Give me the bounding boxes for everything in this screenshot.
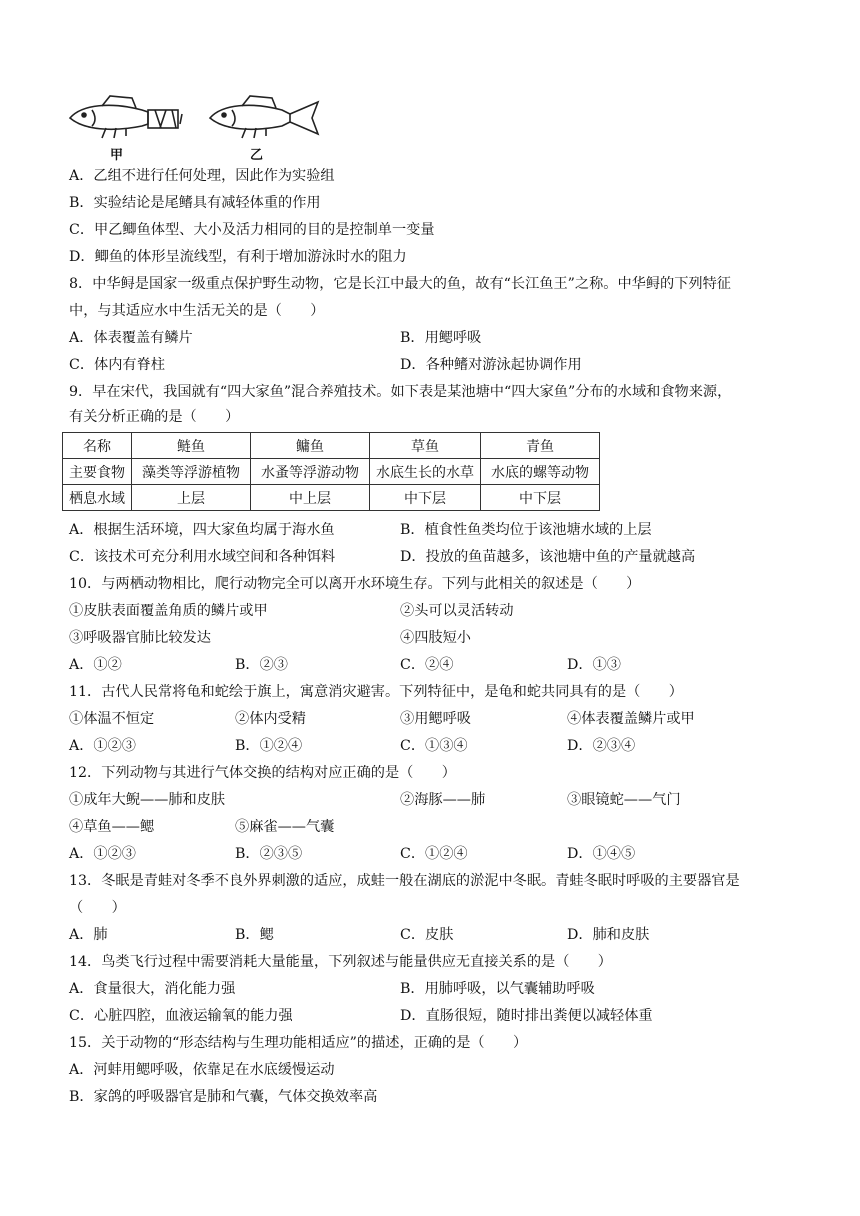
q7-option-d: D．鲫鱼的体形呈流线型，有利于增加游泳时水的阻力 <box>69 249 407 265</box>
fish-yi-drawing <box>210 96 318 138</box>
q14-option-a: A．食量很大，消化能力强 <box>69 981 236 997</box>
q8-options-row1 <box>69 328 809 348</box>
q15-option-a: A．河蚌用鳃呼吸，依靠足在水底缓慢运动 <box>69 1062 335 1078</box>
q12-option-c: C．①②④ <box>400 846 468 862</box>
q13-option-b: B．鳃 <box>235 927 274 943</box>
table-cell: 栖息水域 <box>63 485 132 511</box>
q9-option-a: A．根据生活环境，四大家鱼均属于海水鱼 <box>69 522 335 538</box>
q10-statement-4: ④四肢短小 <box>400 630 471 646</box>
q13-options-row <box>69 925 809 945</box>
q7-option-b: B．实验结论是尾鳍具有减轻体重的作用 <box>69 195 321 211</box>
table-header-cell: 草鱼 <box>370 433 481 459</box>
q14-option-b: B．用肺呼吸，以气囊辅助呼吸 <box>400 981 595 997</box>
figure-label-yi: 乙 <box>250 148 264 163</box>
table-row <box>63 485 600 511</box>
q12-statement-4: ④草鱼——鳃 <box>69 819 155 835</box>
q11-statement-4: ④体表覆盖鳞片或甲 <box>567 711 695 727</box>
q12-statement-5: ⑤麻雀——气囊 <box>235 819 335 835</box>
table-cell: 水底的螺等动物 <box>481 459 600 485</box>
q8-stem-line2: 中，与其适应水中生活无关的是（ ） <box>69 303 325 319</box>
q11-stem: 11．古代人民常将龟和蛇绘于旗上，寓意消灾避害。下列特征中，是龟和蛇共同具有的是（ ） <box>69 684 683 700</box>
q10-option-a: A．①② <box>69 657 122 673</box>
q8-option-d: D．各种鳍对游泳起协调作用 <box>400 357 582 373</box>
table-cell: 中下层 <box>481 485 600 511</box>
q8-option-c: C．体内有脊柱 <box>69 357 165 373</box>
q8-option-a: A．体表覆盖有鳞片 <box>69 330 193 346</box>
table-row <box>63 459 600 485</box>
table-header-cell: 青鱼 <box>481 433 600 459</box>
q8-option-b: B．用鳃呼吸 <box>400 330 482 346</box>
q9-option-b: B．植食性鱼类均位于该池塘水域的上层 <box>400 522 652 538</box>
q13-option-c: C．皮肤 <box>400 927 454 943</box>
q9-option-c: C．该技术可充分利用水域空间和各种饵料 <box>69 549 336 565</box>
q8-options-row2 <box>69 355 809 375</box>
q11-statement-1: ①体温不恒定 <box>69 711 155 727</box>
q11-options-row <box>69 736 809 756</box>
table-cell: 主要食物 <box>63 459 132 485</box>
q12-statements-row1 <box>69 790 809 810</box>
q11-statement-3: ③用鳃呼吸 <box>400 711 471 727</box>
q9-stem-line2: 有关分析正确的是（ ） <box>69 409 240 425</box>
q9-stem-line1: 9．早在宋代，我国就有“四大家鱼”混合养殖技术。如下表是某池塘中“四大家鱼”分布的水域和食物来源， <box>69 384 732 400</box>
table-cell: 中上层 <box>251 485 370 511</box>
fish-jia-drawing <box>70 96 182 138</box>
q12-options-row <box>69 844 809 864</box>
q14-options-row2 <box>69 1006 809 1026</box>
q12-statement-2: ②海豚——肺 <box>400 792 486 808</box>
q7-option-a: A．乙组不进行任何处理，因此作为实验组 <box>69 168 335 184</box>
q10-option-b: B．②③ <box>235 657 288 673</box>
q14-stem: 14．鸟类飞行过程中需要消耗大量能量，下列叙述与能量供应无直接关系的是（ ） <box>69 954 612 970</box>
q10-statement-3: ③呼吸器官肺比较发达 <box>69 630 211 646</box>
q13-stem-line2: （ ） <box>69 900 126 916</box>
q13-option-d: D．肺和皮肤 <box>567 927 650 943</box>
four-fish-table <box>62 432 600 511</box>
q10-stem: 10．与两栖动物相比，爬行动物完全可以离开水环境生存。下列与此相关的叙述是（ ） <box>69 576 641 592</box>
table-header-row <box>63 433 600 459</box>
fish-figure <box>62 88 332 166</box>
q12-statement-1: ①成年大鲵——肺和皮肤 <box>69 792 226 808</box>
q9-options-row1 <box>69 520 809 540</box>
q10-statements-row2 <box>69 628 809 648</box>
q10-options-row <box>69 655 809 675</box>
q14-option-d: D．直肠很短，随时排出粪便以减轻体重 <box>400 1008 653 1024</box>
q11-statements-row <box>69 709 809 729</box>
q12-statement-3: ③眼镜蛇——气门 <box>567 792 681 808</box>
q13-stem-line1: 13．冬眠是青蛙对冬季不良外界刺激的适应，成蛙一般在湖底的淤泥中冬眠。青蛙冬眠时呼吸的主要器官是 <box>69 873 740 889</box>
q9-options-row2 <box>69 547 809 567</box>
q7-option-c: C．甲乙鲫鱼体型、大小及活力相同的目的是控制单一变量 <box>69 222 435 238</box>
table-cell: 藻类等浮游植物 <box>132 459 251 485</box>
q10-statement-1: ①皮肤表面覆盖角质的鳞片或甲 <box>69 603 268 619</box>
q10-option-d: D．①③ <box>567 657 621 673</box>
q11-option-a: A．①②③ <box>69 738 136 754</box>
q15-stem: 15．关于动物的“形态结构与生理功能相适应”的描述，正确的是（ ） <box>69 1035 528 1051</box>
q12-stem: 12．下列动物与其进行气体交换的结构对应正确的是（ ） <box>69 765 456 781</box>
q14-option-c: C．心脏四腔，血液运输氧的能力强 <box>69 1008 293 1024</box>
q11-option-c: C．①③④ <box>400 738 468 754</box>
table-header-cell: 鳙鱼 <box>251 433 370 459</box>
q14-options-row1 <box>69 979 809 999</box>
table-header-cell: 鲢鱼 <box>132 433 251 459</box>
q12-option-d: D．①④⑤ <box>567 846 636 862</box>
q15-option-b: B．家鸽的呼吸器官是肺和气囊，气体交换效率高 <box>69 1089 378 1105</box>
table-cell: 中下层 <box>370 485 481 511</box>
q13-option-a: A．肺 <box>69 927 108 943</box>
fish-illustration <box>62 88 332 166</box>
q12-option-a: A．①②③ <box>69 846 136 862</box>
table-cell: 上层 <box>132 485 251 511</box>
table-header-cell: 名称 <box>63 433 132 459</box>
q12-option-b: B．②③⑤ <box>235 846 303 862</box>
table-cell: 水底生长的水草 <box>370 459 481 485</box>
q11-option-d: D．②③④ <box>567 738 636 754</box>
q10-option-c: C．②④ <box>400 657 454 673</box>
q11-statement-2: ②体内受精 <box>235 711 306 727</box>
q12-statements-row2 <box>69 817 809 837</box>
q9-option-d: D．投放的鱼苗越多，该池塘中鱼的产量就越高 <box>400 549 696 565</box>
figure-label-jia: 甲 <box>110 148 124 163</box>
q8-stem-line1: 8．中华鲟是国家一级重点保护野生动物，它是长江中最大的鱼，故有“长江鱼王”之称。中华鲟的下列特征 <box>69 276 731 292</box>
q11-option-b: B．①②④ <box>235 738 303 754</box>
q10-statement-2: ②头可以灵活转动 <box>400 603 514 619</box>
q10-statements-row1 <box>69 601 809 621</box>
table-cell: 水蚤等浮游动物 <box>251 459 370 485</box>
